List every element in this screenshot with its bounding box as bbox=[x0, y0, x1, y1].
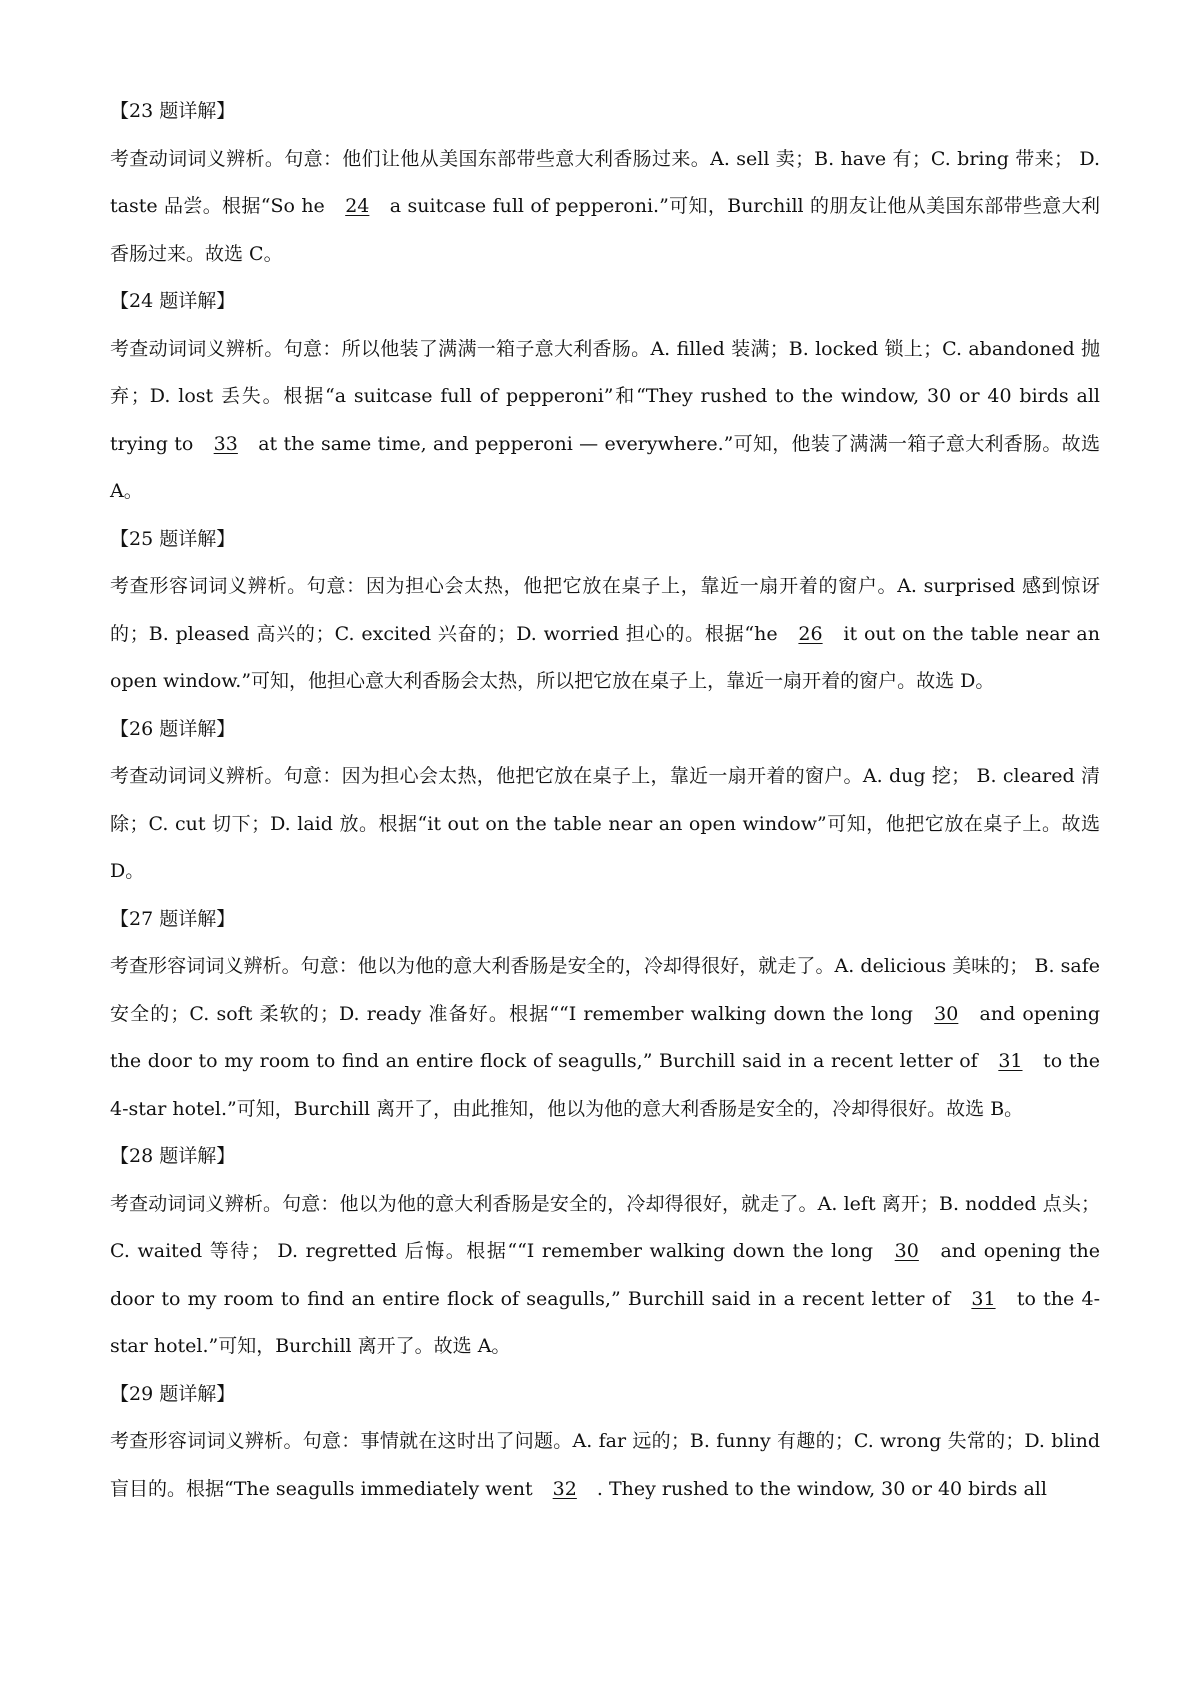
blank-number: 24 bbox=[345, 195, 370, 217]
explanation-paragraph bbox=[110, 326, 1100, 516]
question-heading: 【26 题详解】 bbox=[110, 717, 236, 740]
explanation-paragraph bbox=[110, 1181, 1100, 1371]
question-heading: 【24 题详解】 bbox=[110, 290, 236, 312]
paragraph-text: 考查形容词词义辨析。句意：事情就在这时出了问题。A. far 远的；B. funny 有趣的；C. wrong 失常的；D. blind 盲目的。根据“The seagulls immediately went bbox=[110, 1430, 1100, 1500]
question-heading: 【27 题详解】 bbox=[110, 907, 236, 930]
paragraph-text: it out on the table near an open window.”可知，他担心意大利香肠会太热，所以把它放在桌子上，靠近一扇开着的窗户。故选 D。 bbox=[110, 622, 1100, 692]
paragraph-text: 考查动词词义辨析。句意：他们让他从美国东部带些意大利香肠过来。A. sell 卖；B. have 有；C. bring 带来； D. taste 品尝。根据“So he bbox=[110, 147, 1100, 217]
paragraph-text: 考查动词词义辨析。句意：因为担心会太热，他把它放在桌子上，靠近一扇开着的窗户。A. dug 挖； B. cleared 清除；C. cut 切下；D. laid 放。根据“it out on the table near an open window”可知，他把它放在桌子上。故选 D。 bbox=[110, 765, 1100, 882]
question-heading: 【29 题详解】 bbox=[110, 1382, 236, 1405]
question-heading: 【28 题详解】 bbox=[110, 1145, 236, 1167]
blank-number: 31 bbox=[971, 1287, 996, 1310]
paragraph-text: . They rushed to the window, 30 or 40 birds all bbox=[590, 1477, 1047, 1500]
blank-number: 26 bbox=[798, 622, 823, 645]
paragraph-text: 考查形容词词义辨析。句意：因为担心会太热，他把它放在桌子上，靠近一扇开着的窗户。A. surprised 感到惊讶的；B. pleased 高兴的；C. excited 兴奋的；D. worried 担心的。根据“he bbox=[110, 575, 1100, 645]
paragraph-text: and opening the door to my room to find an entire flock of seagulls,” Burchill said in a recent letter of bbox=[110, 1240, 1100, 1310]
explanation-paragraph bbox=[110, 943, 1100, 1133]
blank-number: 30 bbox=[934, 1002, 959, 1025]
paragraph-text: and opening the door to my room to find an entire flock of seagulls,” Burchill said in a recent letter of bbox=[110, 1002, 1100, 1072]
explanation-paragraph bbox=[110, 563, 1100, 706]
paragraph-text: 考查动词词义辨析。句意：他以为他的意大利香肠是安全的，冷却得很好，就走了。A. left 离开；B. nodded 点头； C. waited 等待； D. regretted 后悔。根据““I remember walking down the long bbox=[110, 1192, 1100, 1262]
paragraph-text: 考查动词词义辨析。句意：所以他装了满满一箱子意大利香肠。A. filled 装满；B. locked 锁上；C. abandoned 抛弃；D. lost 丢失。根据“a suitcase full of pepperoni”和“They rushed to the window, 30 or 40 birds all trying to bbox=[110, 337, 1100, 455]
paragraph-text: to the 4-star hotel.”可知，Burchill 离开了，由此推知，他以为他的意大利香肠是安全的，冷却得很好。故选 B。 bbox=[110, 1050, 1100, 1120]
explanation-paragraph bbox=[110, 1418, 1100, 1513]
blank-number: 33 bbox=[213, 432, 238, 455]
question-heading: 【25 题详解】 bbox=[110, 527, 236, 550]
blank-number: 31 bbox=[998, 1050, 1023, 1072]
blank-number: 32 bbox=[552, 1477, 577, 1500]
paragraph-text: at the same time, and pepperoni — everywhere.”可知，他装了满满一箱子意大利香肠。故选 A。 bbox=[110, 432, 1100, 502]
blank-number: 30 bbox=[894, 1240, 919, 1262]
paragraph-text: 考查形容词词义辨析。句意：他以为他的意大利香肠是安全的，冷却得很好，就走了。A. delicious 美味的； B. safe 安全的；C. soft 柔软的；D. ready 准备好。根据““I remember walking down the long bbox=[110, 955, 1100, 1025]
explanation-paragraph bbox=[110, 136, 1100, 279]
paragraph-text: a suitcase full of pepperoni.”可知，Burchill 的朋友让他从美国东部带些意大利香肠过来。故选 C。 bbox=[110, 195, 1100, 265]
explanation-paragraph bbox=[110, 753, 1100, 896]
paragraph-text: to the 4-star hotel.”可知，Burchill 离开了。故选 A。 bbox=[110, 1287, 1100, 1357]
question-heading: 【23 题详解】 bbox=[110, 100, 236, 122]
